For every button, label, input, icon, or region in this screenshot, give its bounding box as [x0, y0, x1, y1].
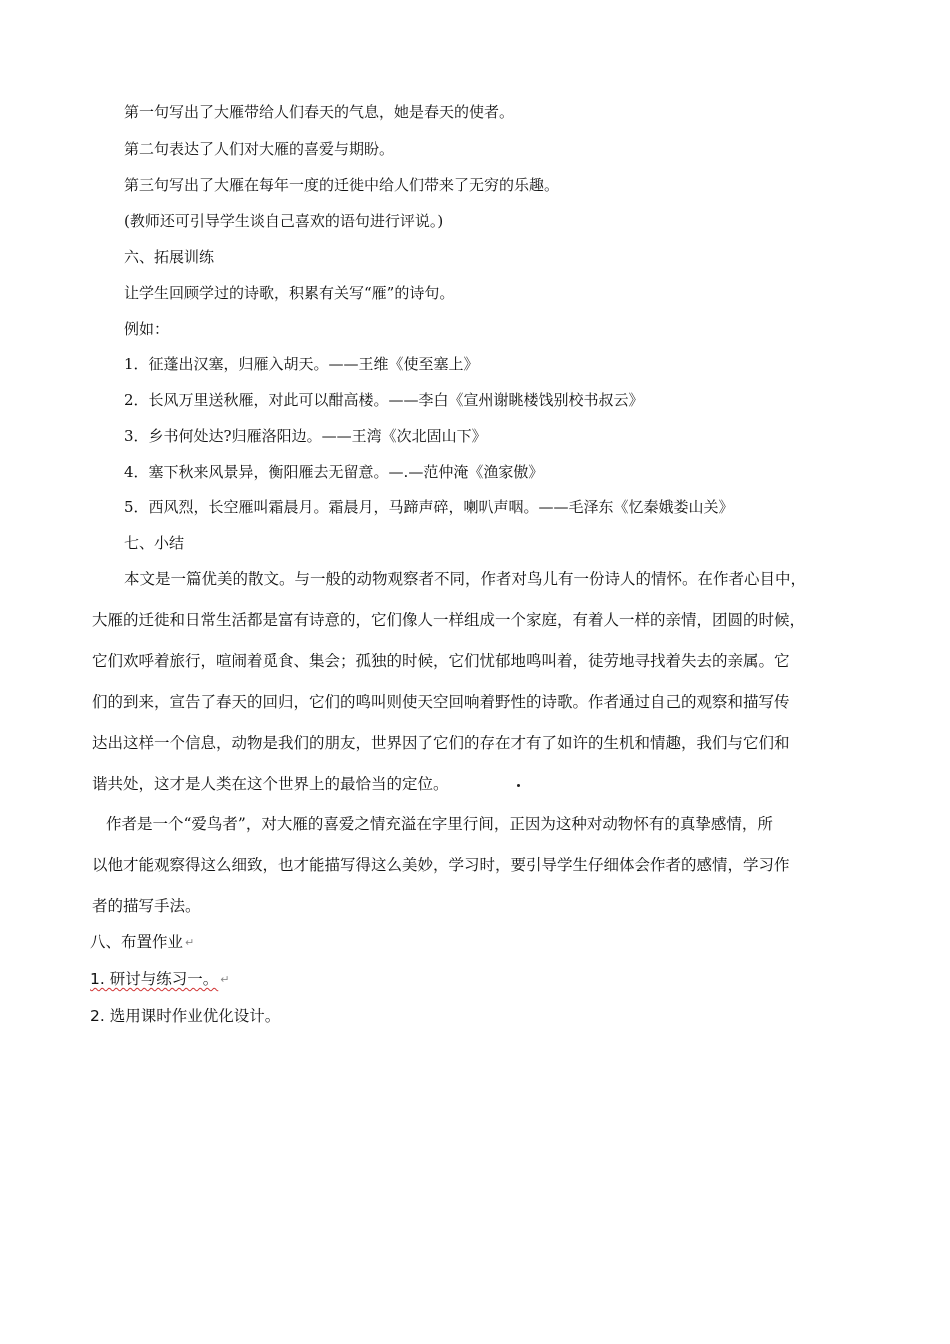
- summary-para-2-line: 以他才能观察得这么细致，也才能描写得这么美妙，学习时，要引导学生仔细体会作者的感情，学习作: [92, 856, 790, 874]
- poem-item: 5．西风烈，长空雁叫霜晨月。霜晨月，马蹄声碎，喇叭声咽。——毛泽东《忆秦娥娄山关》: [124, 498, 734, 516]
- homework-item: [90, 1005, 280, 1027]
- homework-item-text: 1. 研讨与练习一。: [90, 970, 219, 988]
- section-8-heading: [90, 931, 194, 954]
- analysis-note: (教师还可引导学生谈自己喜欢的语句进行评说。): [124, 212, 444, 230]
- poem-item: 1．征蓬出汉塞，归雁入胡天。——王维《使至塞上》: [124, 355, 479, 373]
- section-8-heading-text: 八、布置作业: [90, 933, 184, 951]
- analysis-line-3: 第三句写出了大雁在每年一度的迁徙中给人们带来了无穷的乐趣。: [124, 176, 560, 194]
- summary-para-2-line: 作者是一个“爱鸟者”，对大雁的喜爱之情充溢在字里行间，正因为这种对动物怀有的真挚感情，所: [106, 815, 773, 833]
- summary-para-1-line: 们的到来，宣告了春天的回归，它们的鸣叫则使天空回响着野性的诗歌。作者通过自己的观察和描写传: [92, 693, 790, 711]
- summary-para-2-line: 者的描写手法。: [92, 897, 201, 915]
- poem-item: 3．乡书何处达?归雁洛阳边。——王湾《次北固山下》: [124, 427, 487, 445]
- summary-para-1-line: 它们欢呼着旅行，喧闹着觅食、集会；孤独的时候，它们忧郁地鸣叫着，徒劳地寻找着失去的亲属。它: [92, 652, 790, 670]
- homework-item: [90, 968, 229, 991]
- summary-para-1-line: 谐共处，这才是人类在这个世界上的最恰当的定位。: [92, 775, 449, 793]
- poem-item: 4．塞下秋来风景异，衡阳雁去无留意。—.—范仲淹《渔家傲》: [124, 463, 544, 481]
- summary-para-1-line: 达出这样一个信息，动物是我们的朋友，世界因了它们的存在才有了如许的生机和情趣，我们与它们和: [92, 734, 790, 752]
- section-7-heading: 七、小结: [124, 534, 185, 552]
- section-6-intro: 让学生回顾学过的诗歌，积累有关写“雁”的诗句。: [124, 284, 455, 302]
- analysis-line-1: 第一句写出了大雁带给人们春天的气息，她是春天的使者。: [124, 103, 515, 121]
- analysis-line-2: 第二句表达了人们对大雁的喜爱与期盼。: [124, 140, 395, 158]
- section-6-heading: 六、拓展训练: [124, 248, 215, 266]
- example-label: 例如：: [124, 320, 170, 338]
- paragraph-return-icon: ↵: [185, 936, 195, 949]
- poem-item: 2．长风万里送秋雁，对此可以酣高楼。——李白《宣州谢眺楼饯别校书叔云》: [124, 391, 644, 409]
- paragraph-return-icon: ↵: [220, 973, 230, 986]
- summary-para-1-line: 本文是一篇优美的散文。与一般的动物观察者不同，作者对鸟儿有一份诗人的情怀。在作者心目中，: [124, 570, 807, 588]
- summary-para-1-line: 大雁的迁徙和日常生活都是富有诗意的，它们像人一样组成一个家庭，有着人一样的亲情，团圆的时候，: [92, 611, 806, 629]
- homework-item-text: 2. 选用课时作业优化设计。: [90, 1007, 281, 1025]
- bullet-dot-mark: [517, 784, 520, 787]
